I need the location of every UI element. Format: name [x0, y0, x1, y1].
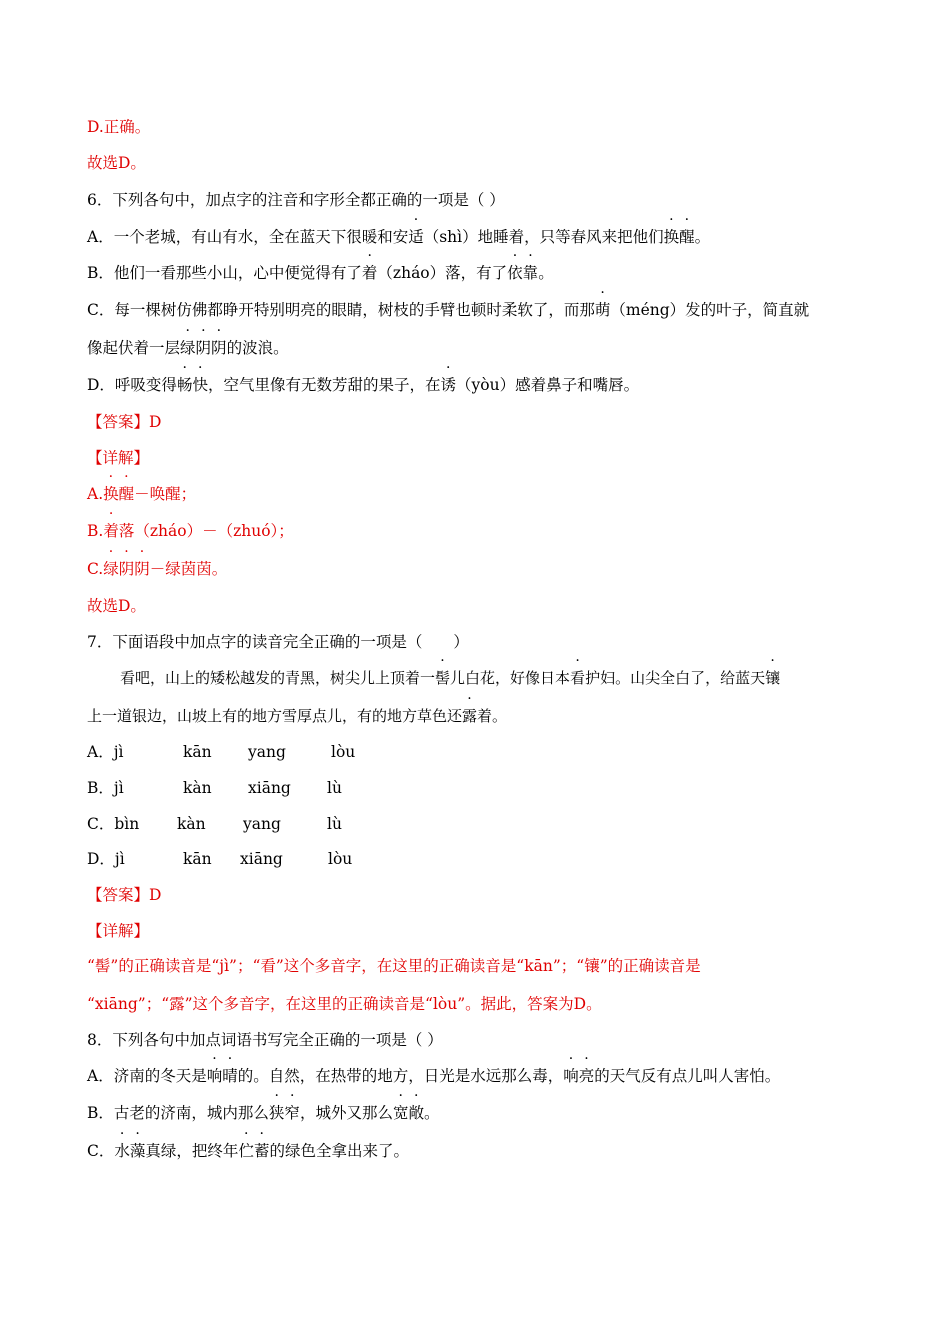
- q6-option-a: A．一个老城，有山有水，全在蓝天下很暖和安适（shì）地睡着，只等春风来把他们换醒。: [87, 228, 711, 246]
- dotted-char: 快: [192, 376, 208, 394]
- q7-answer: 【答案】D: [87, 886, 162, 904]
- q6-option-c-line2: 像起伏着一层绿阴阴的波浪。: [87, 339, 289, 357]
- dotted-char: 阴: [118, 560, 135, 578]
- question-6-stem: 6．下列各句中，加点字的注音和字形全都正确的一项是（ ）: [87, 191, 505, 209]
- dotted-char: 依: [507, 264, 523, 282]
- q7-option-a: A．jì kān yang lòu: [87, 743, 356, 761]
- q7-explanation-line2: “xiāng”；“露”这个多音字，在这里的正确读音是“lòu”。据此，答案为D。: [87, 995, 602, 1013]
- dotted-char: 阴: [134, 560, 150, 578]
- dotted-char: 诱: [440, 376, 456, 394]
- q6-detail-heading: 【详解】: [87, 449, 150, 467]
- dotted-char: 髻: [435, 669, 451, 687]
- dotted-char: 醒: [679, 228, 695, 246]
- dotted-char: 换: [103, 485, 119, 503]
- dotted-char: 敞: [408, 1104, 424, 1122]
- dotted-char: 醒: [118, 485, 135, 503]
- question-7-stem: 7．下面语段中加点字的读音完全正确的一项是（ ）: [87, 633, 469, 651]
- dotted-char: 亮: [578, 1067, 595, 1085]
- dotted-char: 畅: [176, 376, 193, 394]
- q8-option-a: A．济南的冬天是响晴的。自然，在热带的地方，日光是水远那么毒，响亮的天气反有点儿叫人害怕。: [87, 1067, 781, 1085]
- dotted-char: 镶: [765, 669, 781, 687]
- dotted-char: 着: [103, 522, 119, 540]
- q7-explanation-line1: “髻”的正确读音是“jì”；“看”这个多音字，在这里的正确读音是“kān”；“镶”的正确读音是: [87, 957, 701, 975]
- dotted-char: 着: [361, 264, 378, 282]
- q6-option-d: D．呼吸变得畅快，空气里像有无数芳甜的果子，在诱（yòu）感着鼻子和嘴唇。: [87, 376, 640, 394]
- q7-detail-heading: 【详解】: [87, 922, 150, 940]
- q8-option-c: C．水藻真绿，把终年伫蓄的绿色全拿出来了。: [87, 1142, 409, 1160]
- dotted-char: 露: [462, 707, 478, 725]
- question-8-stem: 8．下列各句中加点词语书写完全正确的一项是（ ）: [87, 1031, 443, 1049]
- q8-option-b: B．古老的济南，城内那么狭窄，城外又那么宽敞。: [87, 1104, 440, 1122]
- dotted-char: 响: [563, 1067, 579, 1085]
- dotted-char: 狭: [268, 1104, 285, 1122]
- dotted-char: 靠: [522, 264, 539, 282]
- dotted-char: 水: [114, 1142, 130, 1160]
- prev-conclusion: D.正确。: [87, 118, 151, 136]
- dotted-char: 蓄: [253, 1142, 270, 1160]
- dotted-char: 绿: [103, 560, 119, 578]
- q6-explanation-c: C.绿阴阴－绿茵茵。: [87, 560, 228, 578]
- q6-explanation-a: A.换醒－唤醒；: [87, 485, 197, 503]
- dotted-char: 适: [408, 228, 424, 246]
- dotted-char: 窄: [284, 1104, 300, 1122]
- dotted-char: 响: [206, 1067, 223, 1085]
- q7-passage-line2: 上一道银边，山坡上有的地方雪厚点儿，有的地方草色还露着。: [87, 707, 508, 725]
- dotted-char: 阴: [195, 339, 212, 357]
- dotted-char: 阴: [211, 339, 227, 357]
- dotted-char: 看: [570, 669, 586, 687]
- dotted-char: 宽: [392, 1104, 409, 1122]
- q6-selection: 故选D。: [87, 597, 146, 615]
- dotted-char: 萌: [594, 301, 611, 319]
- prev-selection: 故选D。: [87, 154, 146, 172]
- dotted-char: 晴: [222, 1067, 238, 1085]
- dotted-char: 绿: [180, 339, 196, 357]
- q7-passage-line1: 看吧，山上的矮松越发的青黑，树尖儿上顶着一髻儿白花，好像日本看护妇。山尖全白了，给蓝天镶: [120, 669, 781, 687]
- dotted-char: 藻: [129, 1142, 146, 1160]
- q7-option-c: C．bìn kàn yang lù: [87, 815, 342, 833]
- q7-option-d: D．jì kān xiāng lòu: [87, 850, 353, 868]
- q7-option-b: B．jì kàn xiāng lù: [87, 779, 342, 797]
- q6-answer: 【答案】D: [87, 413, 162, 431]
- q6-option-b: B．他们一看那些小山，心中便觉得有了着（zháo）落，有了依靠。: [87, 264, 554, 282]
- q6-explanation-b: B.着落（zháo）－（zhuó）；: [87, 522, 294, 540]
- dotted-char: 换: [663, 228, 680, 246]
- dotted-char: 伫: [238, 1142, 254, 1160]
- q6-option-c-line1: C．每一棵树仿佛都睁开特别明亮的眼睛，树枝的手臂也顿时柔软了，而那萌（méng）发的叶子，简直就: [87, 301, 810, 319]
